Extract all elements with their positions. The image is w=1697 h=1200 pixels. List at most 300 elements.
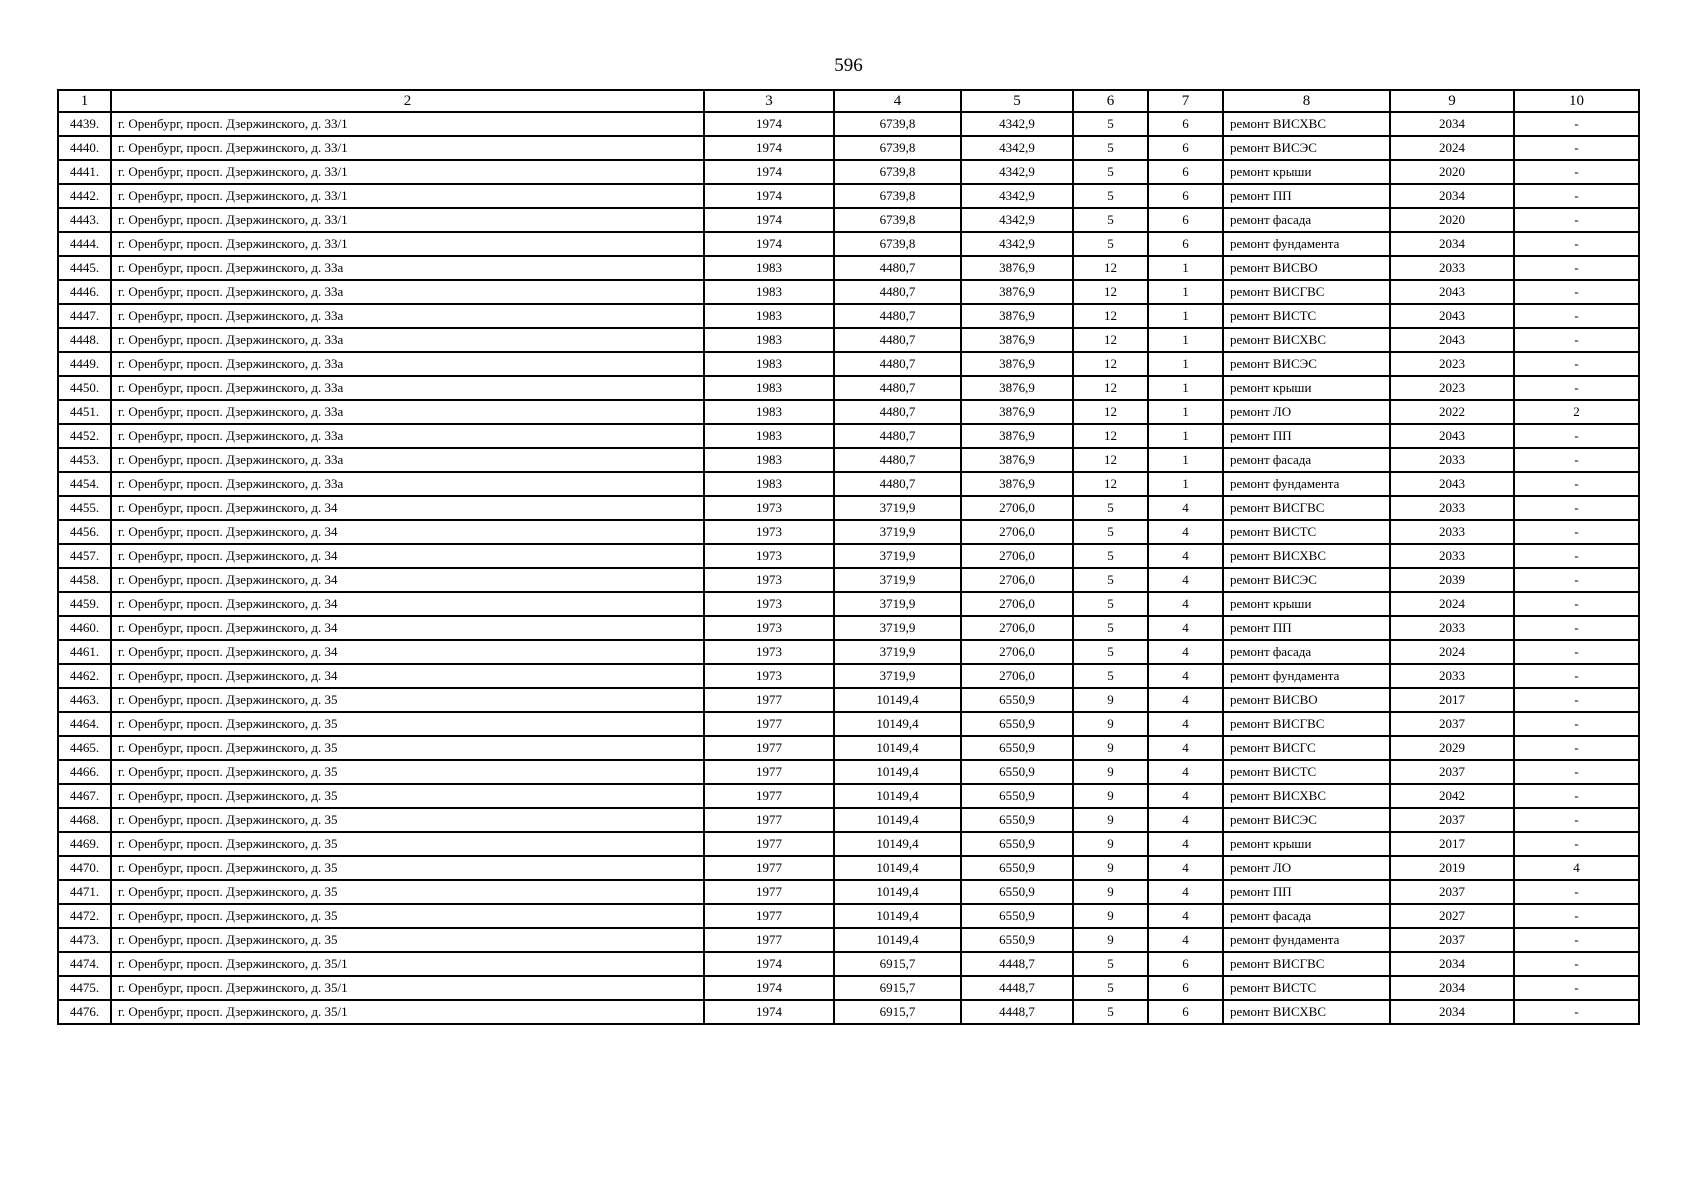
- cell-floors: 9: [1073, 736, 1148, 760]
- cell-row-number: 4466.: [58, 760, 111, 784]
- cell-entrances: 4: [1148, 592, 1223, 616]
- cell-planned-year: 2043: [1390, 280, 1514, 304]
- cell-planned-year: 2033: [1390, 520, 1514, 544]
- cell-address: г. Оренбург, просп. Дзержинского, д. 33а: [111, 352, 704, 376]
- cell-year-built: 1973: [704, 568, 834, 592]
- cell-living-area: 3876,9: [961, 328, 1073, 352]
- table-row: [58, 712, 1639, 736]
- cell-entrances: 1: [1148, 352, 1223, 376]
- table-row: [58, 400, 1639, 424]
- cell-work-type: ремонт фундамента: [1223, 472, 1390, 496]
- cell-entrances: 4: [1148, 856, 1223, 880]
- cell-entrances: 4: [1148, 616, 1223, 640]
- cell-floors: 5: [1073, 568, 1148, 592]
- cell-work-type: ремонт ВИСЭС: [1223, 136, 1390, 160]
- cell-address: г. Оренбург, просп. Дзержинского, д. 33а: [111, 304, 704, 328]
- cell-row-number: 4454.: [58, 472, 111, 496]
- cell-address: г. Оренбург, просп. Дзержинского, д. 35: [111, 880, 704, 904]
- cell-address: г. Оренбург, просп. Дзержинского, д. 33/1: [111, 232, 704, 256]
- cell-total-area: 3719,9: [834, 496, 961, 520]
- cell-planned-year: 2033: [1390, 256, 1514, 280]
- table-row: [58, 448, 1639, 472]
- cell-work-type: ремонт ВИСХВС: [1223, 784, 1390, 808]
- cell-row-number: 4447.: [58, 304, 111, 328]
- cell-work-type: ремонт ВИСВО: [1223, 688, 1390, 712]
- cell-floors: 12: [1073, 280, 1148, 304]
- column-header-10: 10: [1514, 90, 1639, 112]
- cell-living-area: 4342,9: [961, 160, 1073, 184]
- cell-total-area: 10149,4: [834, 784, 961, 808]
- cell-entrances: 4: [1148, 736, 1223, 760]
- table-row: [58, 664, 1639, 688]
- cell-work-type: ремонт ВИСГВС: [1223, 280, 1390, 304]
- cell-planned-year: 2022: [1390, 400, 1514, 424]
- cell-floors: 5: [1073, 232, 1148, 256]
- cell-entrances: 1: [1148, 424, 1223, 448]
- table-row: [58, 784, 1639, 808]
- cell-extra: -: [1514, 160, 1639, 184]
- cell-work-type: ремонт фундамента: [1223, 232, 1390, 256]
- table-row: [58, 232, 1639, 256]
- cell-total-area: 10149,4: [834, 712, 961, 736]
- cell-planned-year: 2039: [1390, 568, 1514, 592]
- table-row: [58, 1000, 1639, 1024]
- cell-work-type: ремонт ВИСЭС: [1223, 568, 1390, 592]
- header-row: [58, 90, 1639, 112]
- cell-year-built: 1983: [704, 304, 834, 328]
- cell-row-number: 4464.: [58, 712, 111, 736]
- cell-address: г. Оренбург, просп. Дзержинского, д. 33/1: [111, 184, 704, 208]
- cell-total-area: 6739,8: [834, 112, 961, 136]
- column-header-8: 8: [1223, 90, 1390, 112]
- cell-year-built: 1983: [704, 376, 834, 400]
- cell-work-type: ремонт ВИСГВС: [1223, 712, 1390, 736]
- cell-address: г. Оренбург, просп. Дзержинского, д. 33а: [111, 400, 704, 424]
- cell-year-built: 1983: [704, 280, 834, 304]
- cell-planned-year: 2034: [1390, 112, 1514, 136]
- cell-total-area: 3719,9: [834, 616, 961, 640]
- cell-floors: 5: [1073, 1000, 1148, 1024]
- cell-entrances: 4: [1148, 544, 1223, 568]
- cell-work-type: ремонт ПП: [1223, 424, 1390, 448]
- cell-entrances: 1: [1148, 472, 1223, 496]
- cell-planned-year: 2033: [1390, 664, 1514, 688]
- cell-row-number: 4449.: [58, 352, 111, 376]
- cell-work-type: ремонт фундамента: [1223, 928, 1390, 952]
- cell-entrances: 4: [1148, 928, 1223, 952]
- cell-planned-year: 2034: [1390, 184, 1514, 208]
- cell-living-area: 2706,0: [961, 568, 1073, 592]
- cell-row-number: 4463.: [58, 688, 111, 712]
- cell-total-area: 10149,4: [834, 904, 961, 928]
- cell-planned-year: 2034: [1390, 1000, 1514, 1024]
- cell-planned-year: 2037: [1390, 808, 1514, 832]
- cell-floors: 9: [1073, 880, 1148, 904]
- cell-year-built: 1983: [704, 256, 834, 280]
- cell-floors: 9: [1073, 832, 1148, 856]
- cell-extra: -: [1514, 568, 1639, 592]
- table-row: [58, 304, 1639, 328]
- cell-entrances: 4: [1148, 568, 1223, 592]
- cell-work-type: ремонт ВИСХВС: [1223, 544, 1390, 568]
- cell-entrances: 4: [1148, 880, 1223, 904]
- cell-floors: 12: [1073, 304, 1148, 328]
- cell-extra: -: [1514, 376, 1639, 400]
- cell-row-number: 4468.: [58, 808, 111, 832]
- cell-entrances: 6: [1148, 160, 1223, 184]
- cell-address: г. Оренбург, просп. Дзержинского, д. 33а: [111, 280, 704, 304]
- table-row: [58, 136, 1639, 160]
- table-row: [58, 904, 1639, 928]
- cell-entrances: 4: [1148, 664, 1223, 688]
- cell-floors: 5: [1073, 208, 1148, 232]
- cell-living-area: 2706,0: [961, 640, 1073, 664]
- cell-address: г. Оренбург, просп. Дзержинского, д. 33а: [111, 256, 704, 280]
- cell-planned-year: 2017: [1390, 832, 1514, 856]
- cell-year-built: 1974: [704, 160, 834, 184]
- cell-entrances: 6: [1148, 1000, 1223, 1024]
- cell-work-type: ремонт ВИСХВС: [1223, 112, 1390, 136]
- cell-living-area: 6550,9: [961, 688, 1073, 712]
- cell-work-type: ремонт фасада: [1223, 448, 1390, 472]
- cell-entrances: 6: [1148, 232, 1223, 256]
- cell-work-type: ремонт крыши: [1223, 376, 1390, 400]
- table-row: [58, 472, 1639, 496]
- cell-work-type: ремонт ВИСГВС: [1223, 496, 1390, 520]
- cell-floors: 5: [1073, 592, 1148, 616]
- cell-entrances: 6: [1148, 112, 1223, 136]
- cell-row-number: 4476.: [58, 1000, 111, 1024]
- cell-living-area: 6550,9: [961, 808, 1073, 832]
- cell-extra: -: [1514, 472, 1639, 496]
- cell-year-built: 1977: [704, 784, 834, 808]
- cell-row-number: 4442.: [58, 184, 111, 208]
- cell-year-built: 1974: [704, 184, 834, 208]
- cell-total-area: 6915,7: [834, 976, 961, 1000]
- cell-living-area: 4342,9: [961, 208, 1073, 232]
- cell-planned-year: 2033: [1390, 496, 1514, 520]
- cell-work-type: ремонт ВИСХВС: [1223, 328, 1390, 352]
- table-row: [58, 568, 1639, 592]
- cell-entrances: 1: [1148, 280, 1223, 304]
- cell-work-type: ремонт фундамента: [1223, 664, 1390, 688]
- cell-living-area: 2706,0: [961, 544, 1073, 568]
- cell-living-area: 3876,9: [961, 376, 1073, 400]
- cell-work-type: ремонт ПП: [1223, 880, 1390, 904]
- cell-year-built: 1973: [704, 616, 834, 640]
- cell-extra: -: [1514, 880, 1639, 904]
- cell-living-area: 4342,9: [961, 184, 1073, 208]
- cell-floors: 5: [1073, 184, 1148, 208]
- cell-floors: 9: [1073, 760, 1148, 784]
- cell-year-built: 1973: [704, 544, 834, 568]
- cell-floors: 9: [1073, 856, 1148, 880]
- cell-floors: 5: [1073, 160, 1148, 184]
- cell-address: г. Оренбург, просп. Дзержинского, д. 33а: [111, 472, 704, 496]
- cell-total-area: 3719,9: [834, 640, 961, 664]
- cell-row-number: 4453.: [58, 448, 111, 472]
- cell-address: г. Оренбург, просп. Дзержинского, д. 35/1: [111, 976, 704, 1000]
- cell-year-built: 1974: [704, 232, 834, 256]
- cell-floors: 9: [1073, 808, 1148, 832]
- cell-row-number: 4470.: [58, 856, 111, 880]
- cell-floors: 5: [1073, 976, 1148, 1000]
- cell-row-number: 4471.: [58, 880, 111, 904]
- table-row: [58, 976, 1639, 1000]
- cell-total-area: 4480,7: [834, 352, 961, 376]
- cell-floors: 9: [1073, 688, 1148, 712]
- cell-floors: 9: [1073, 904, 1148, 928]
- cell-entrances: 1: [1148, 376, 1223, 400]
- cell-planned-year: 2033: [1390, 544, 1514, 568]
- cell-planned-year: 2037: [1390, 880, 1514, 904]
- cell-floors: 9: [1073, 928, 1148, 952]
- cell-extra: -: [1514, 304, 1639, 328]
- table-row: [58, 496, 1639, 520]
- cell-work-type: ремонт ВИСТС: [1223, 760, 1390, 784]
- column-header-1: 1: [58, 90, 111, 112]
- table-row: [58, 952, 1639, 976]
- cell-address: г. Оренбург, просп. Дзержинского, д. 35: [111, 928, 704, 952]
- cell-living-area: 6550,9: [961, 736, 1073, 760]
- cell-floors: 12: [1073, 352, 1148, 376]
- cell-year-built: 1983: [704, 352, 834, 376]
- table-row: [58, 808, 1639, 832]
- table-row: [58, 736, 1639, 760]
- cell-living-area: 3876,9: [961, 304, 1073, 328]
- cell-living-area: 4448,7: [961, 976, 1073, 1000]
- cell-address: г. Оренбург, просп. Дзержинского, д. 35: [111, 712, 704, 736]
- cell-living-area: 6550,9: [961, 928, 1073, 952]
- table-row: [58, 640, 1639, 664]
- cell-living-area: 3876,9: [961, 352, 1073, 376]
- table-row: [58, 424, 1639, 448]
- cell-year-built: 1983: [704, 472, 834, 496]
- cell-row-number: 4458.: [58, 568, 111, 592]
- column-header-2: 2: [111, 90, 704, 112]
- cell-year-built: 1973: [704, 640, 834, 664]
- cell-address: г. Оренбург, просп. Дзержинского, д. 35: [111, 688, 704, 712]
- column-header-7: 7: [1148, 90, 1223, 112]
- cell-address: г. Оренбург, просп. Дзержинского, д. 34: [111, 616, 704, 640]
- cell-address: г. Оренбург, просп. Дзержинского, д. 33/1: [111, 208, 704, 232]
- cell-floors: 5: [1073, 496, 1148, 520]
- cell-living-area: 4342,9: [961, 136, 1073, 160]
- cell-extra: -: [1514, 496, 1639, 520]
- cell-address: г. Оренбург, просп. Дзержинского, д. 33а: [111, 424, 704, 448]
- table-row: [58, 184, 1639, 208]
- cell-total-area: 4480,7: [834, 256, 961, 280]
- cell-living-area: 2706,0: [961, 520, 1073, 544]
- cell-extra: -: [1514, 976, 1639, 1000]
- cell-living-area: 6550,9: [961, 856, 1073, 880]
- cell-row-number: 4446.: [58, 280, 111, 304]
- cell-address: г. Оренбург, просп. Дзержинского, д. 35: [111, 832, 704, 856]
- table-row: [58, 160, 1639, 184]
- cell-floors: 12: [1073, 448, 1148, 472]
- cell-entrances: 4: [1148, 712, 1223, 736]
- cell-year-built: 1977: [704, 880, 834, 904]
- cell-entrances: 6: [1148, 208, 1223, 232]
- cell-extra: 4: [1514, 856, 1639, 880]
- cell-total-area: 10149,4: [834, 832, 961, 856]
- cell-planned-year: 2023: [1390, 352, 1514, 376]
- cell-living-area: 6550,9: [961, 832, 1073, 856]
- column-header-5: 5: [961, 90, 1073, 112]
- cell-total-area: 6915,7: [834, 1000, 961, 1024]
- cell-year-built: 1974: [704, 208, 834, 232]
- cell-floors: 9: [1073, 712, 1148, 736]
- cell-address: г. Оренбург, просп. Дзержинского, д. 33а: [111, 376, 704, 400]
- table-row: [58, 208, 1639, 232]
- cell-floors: 12: [1073, 256, 1148, 280]
- cell-living-area: 3876,9: [961, 280, 1073, 304]
- cell-year-built: 1974: [704, 952, 834, 976]
- cell-living-area: 2706,0: [961, 616, 1073, 640]
- cell-row-number: 4467.: [58, 784, 111, 808]
- cell-entrances: 6: [1148, 976, 1223, 1000]
- cell-year-built: 1983: [704, 424, 834, 448]
- cell-total-area: 4480,7: [834, 424, 961, 448]
- page-number: 596: [834, 55, 863, 76]
- cell-year-built: 1973: [704, 520, 834, 544]
- cell-total-area: 4480,7: [834, 400, 961, 424]
- cell-extra: -: [1514, 904, 1639, 928]
- cell-address: г. Оренбург, просп. Дзержинского, д. 34: [111, 568, 704, 592]
- cell-extra: -: [1514, 184, 1639, 208]
- cell-total-area: 4480,7: [834, 376, 961, 400]
- cell-row-number: 4469.: [58, 832, 111, 856]
- column-header-3: 3: [704, 90, 834, 112]
- cell-planned-year: 2023: [1390, 376, 1514, 400]
- cell-row-number: 4462.: [58, 664, 111, 688]
- cell-row-number: 4460.: [58, 616, 111, 640]
- cell-extra: -: [1514, 664, 1639, 688]
- cell-floors: 5: [1073, 952, 1148, 976]
- cell-extra: -: [1514, 208, 1639, 232]
- cell-living-area: 3876,9: [961, 424, 1073, 448]
- cell-floors: 5: [1073, 520, 1148, 544]
- cell-entrances: 4: [1148, 784, 1223, 808]
- cell-address: г. Оренбург, просп. Дзержинского, д. 35: [111, 784, 704, 808]
- cell-work-type: ремонт ВИСТС: [1223, 976, 1390, 1000]
- cell-entrances: 1: [1148, 448, 1223, 472]
- cell-row-number: 4465.: [58, 736, 111, 760]
- cell-row-number: 4474.: [58, 952, 111, 976]
- cell-planned-year: 2027: [1390, 904, 1514, 928]
- cell-total-area: 3719,9: [834, 664, 961, 688]
- cell-living-area: 6550,9: [961, 880, 1073, 904]
- cell-work-type: ремонт ЛО: [1223, 856, 1390, 880]
- cell-extra: -: [1514, 112, 1639, 136]
- cell-planned-year: 2019: [1390, 856, 1514, 880]
- cell-extra: -: [1514, 688, 1639, 712]
- cell-total-area: 6739,8: [834, 208, 961, 232]
- cell-row-number: 4448.: [58, 328, 111, 352]
- cell-planned-year: 2020: [1390, 208, 1514, 232]
- cell-row-number: 4475.: [58, 976, 111, 1000]
- cell-total-area: 4480,7: [834, 328, 961, 352]
- cell-work-type: ремонт ВИСГВС: [1223, 952, 1390, 976]
- cell-extra: -: [1514, 520, 1639, 544]
- cell-total-area: 4480,7: [834, 472, 961, 496]
- cell-living-area: 6550,9: [961, 904, 1073, 928]
- cell-address: г. Оренбург, просп. Дзержинского, д. 34: [111, 496, 704, 520]
- cell-total-area: 4480,7: [834, 280, 961, 304]
- cell-address: г. Оренбург, просп. Дзержинского, д. 34: [111, 592, 704, 616]
- cell-year-built: 1977: [704, 712, 834, 736]
- cell-floors: 5: [1073, 640, 1148, 664]
- cell-work-type: ремонт ВИСЭС: [1223, 808, 1390, 832]
- cell-living-area: 2706,0: [961, 592, 1073, 616]
- cell-extra: -: [1514, 640, 1639, 664]
- cell-extra: -: [1514, 328, 1639, 352]
- table-row: [58, 616, 1639, 640]
- cell-total-area: 4480,7: [834, 304, 961, 328]
- cell-extra: -: [1514, 832, 1639, 856]
- cell-year-built: 1973: [704, 664, 834, 688]
- cell-extra: -: [1514, 928, 1639, 952]
- cell-living-area: 2706,0: [961, 664, 1073, 688]
- cell-extra: -: [1514, 280, 1639, 304]
- cell-total-area: 3719,9: [834, 568, 961, 592]
- cell-address: г. Оренбург, просп. Дзержинского, д. 33а: [111, 448, 704, 472]
- cell-entrances: 6: [1148, 136, 1223, 160]
- cell-address: г. Оренбург, просп. Дзержинского, д. 35/1: [111, 952, 704, 976]
- cell-row-number: 4444.: [58, 232, 111, 256]
- cell-planned-year: 2020: [1390, 160, 1514, 184]
- cell-extra: -: [1514, 736, 1639, 760]
- table-row: [58, 856, 1639, 880]
- cell-floors: 5: [1073, 544, 1148, 568]
- cell-living-area: 4342,9: [961, 232, 1073, 256]
- cell-total-area: 6739,8: [834, 184, 961, 208]
- table-row: [58, 760, 1639, 784]
- cell-address: г. Оренбург, просп. Дзержинского, д. 33а: [111, 328, 704, 352]
- cell-planned-year: 2034: [1390, 976, 1514, 1000]
- cell-work-type: ремонт крыши: [1223, 160, 1390, 184]
- column-header-4: 4: [834, 90, 961, 112]
- cell-total-area: 4480,7: [834, 448, 961, 472]
- cell-year-built: 1977: [704, 856, 834, 880]
- cell-year-built: 1977: [704, 832, 834, 856]
- cell-year-built: 1977: [704, 760, 834, 784]
- cell-extra: -: [1514, 616, 1639, 640]
- cell-planned-year: 2024: [1390, 136, 1514, 160]
- cell-extra: -: [1514, 712, 1639, 736]
- cell-planned-year: 2043: [1390, 328, 1514, 352]
- cell-entrances: 4: [1148, 640, 1223, 664]
- cell-living-area: 3876,9: [961, 472, 1073, 496]
- cell-extra: -: [1514, 232, 1639, 256]
- cell-row-number: 4459.: [58, 592, 111, 616]
- cell-planned-year: 2043: [1390, 304, 1514, 328]
- cell-year-built: 1974: [704, 112, 834, 136]
- cell-year-built: 1973: [704, 496, 834, 520]
- cell-row-number: 4441.: [58, 160, 111, 184]
- cell-entrances: 1: [1148, 328, 1223, 352]
- cell-work-type: ремонт крыши: [1223, 832, 1390, 856]
- cell-work-type: ремонт ВИСЭС: [1223, 352, 1390, 376]
- cell-row-number: 4443.: [58, 208, 111, 232]
- cell-row-number: 4452.: [58, 424, 111, 448]
- cell-living-area: 3876,9: [961, 400, 1073, 424]
- cell-work-type: ремонт ПП: [1223, 184, 1390, 208]
- table-row: [58, 376, 1639, 400]
- cell-planned-year: 2034: [1390, 952, 1514, 976]
- cell-row-number: 4439.: [58, 112, 111, 136]
- cell-planned-year: 2042: [1390, 784, 1514, 808]
